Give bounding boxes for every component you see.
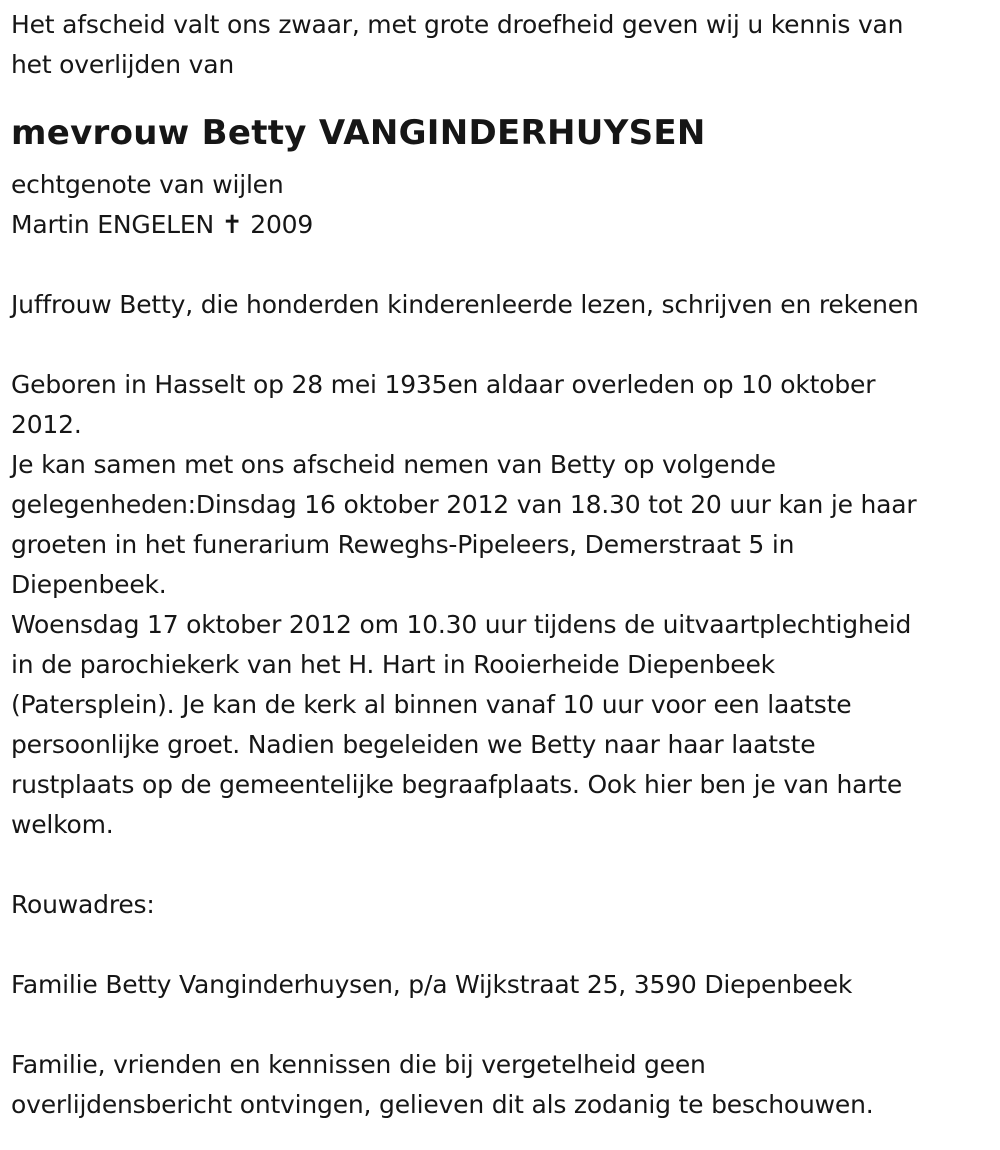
spacer [11,245,996,285]
details-line: (Patersplein). Je kan de kerk al binnen vanaf 10 uur voor een laatste [11,690,852,719]
intro-line-1: Het afscheid valt ons zwaar, met grote droefheid geven wij u kennis van [11,10,904,39]
details-line: welkom. [11,810,114,839]
spacer [11,1005,996,1045]
details-line: persoonlijke groet. Nadien begeleiden we Betty naar haar laatste [11,730,816,759]
closing-line-1: Familie, vrienden en kennissen die bij vergetelheid geen [11,1050,706,1079]
spouse-year: 2009 [250,210,314,239]
details-line: Woensdag 17 oktober 2012 om 10.30 uur tijdens de uitvaartplechtigheid [11,610,912,639]
details-line: groeten in het funerarium Reweghs-Pipeleers, Demerstraat 5 in [11,530,795,559]
spouse-name: Martin ENGELEN [11,210,214,239]
details-line: Geboren in Hasselt op 28 mei 1935en aldaar overleden op 10 oktober [11,370,876,399]
deceased-name: mevrouw Betty VANGINDERHUYSEN [11,113,706,153]
obituary-notice [11,5,996,1125]
cross-icon: ✝ [221,210,243,239]
details-paragraph [11,365,996,845]
tagline: Juffrouw Betty, die honderden kinderenleerde lezen, schrijven en rekenen [11,290,919,319]
spacer [11,845,996,885]
spouse-line [11,205,996,245]
details-line: 2012. [11,410,82,439]
details-line: Je kan samen met ons afscheid nemen van Betty op volgende [11,450,776,479]
spacer [11,325,996,365]
details-line: Diepenbeek. [11,570,167,599]
address-label: Rouwadres: [11,890,155,919]
intro-line-2: het overlijden van [11,50,234,79]
spacer [11,925,996,965]
details-line: gelegenheden:Dinsdag 16 oktober 2012 van 18.30 tot 20 uur kan je haar [11,490,917,519]
details-line: in de parochiekerk van het H. Hart in Rooierheide Diepenbeek [11,650,775,679]
address-value: Familie Betty Vanginderhuysen, p/a Wijkstraat 25, 3590 Diepenbeek [11,970,853,999]
details-line: rustplaats op de gemeentelijke begraafplaats. Ook hier ben je van harte [11,770,903,799]
relation-text: echtgenote van wijlen [11,170,284,199]
closing-line-2: overlijdensbericht ontvingen, gelieven dit als zodanig te beschouwen. [11,1090,874,1119]
